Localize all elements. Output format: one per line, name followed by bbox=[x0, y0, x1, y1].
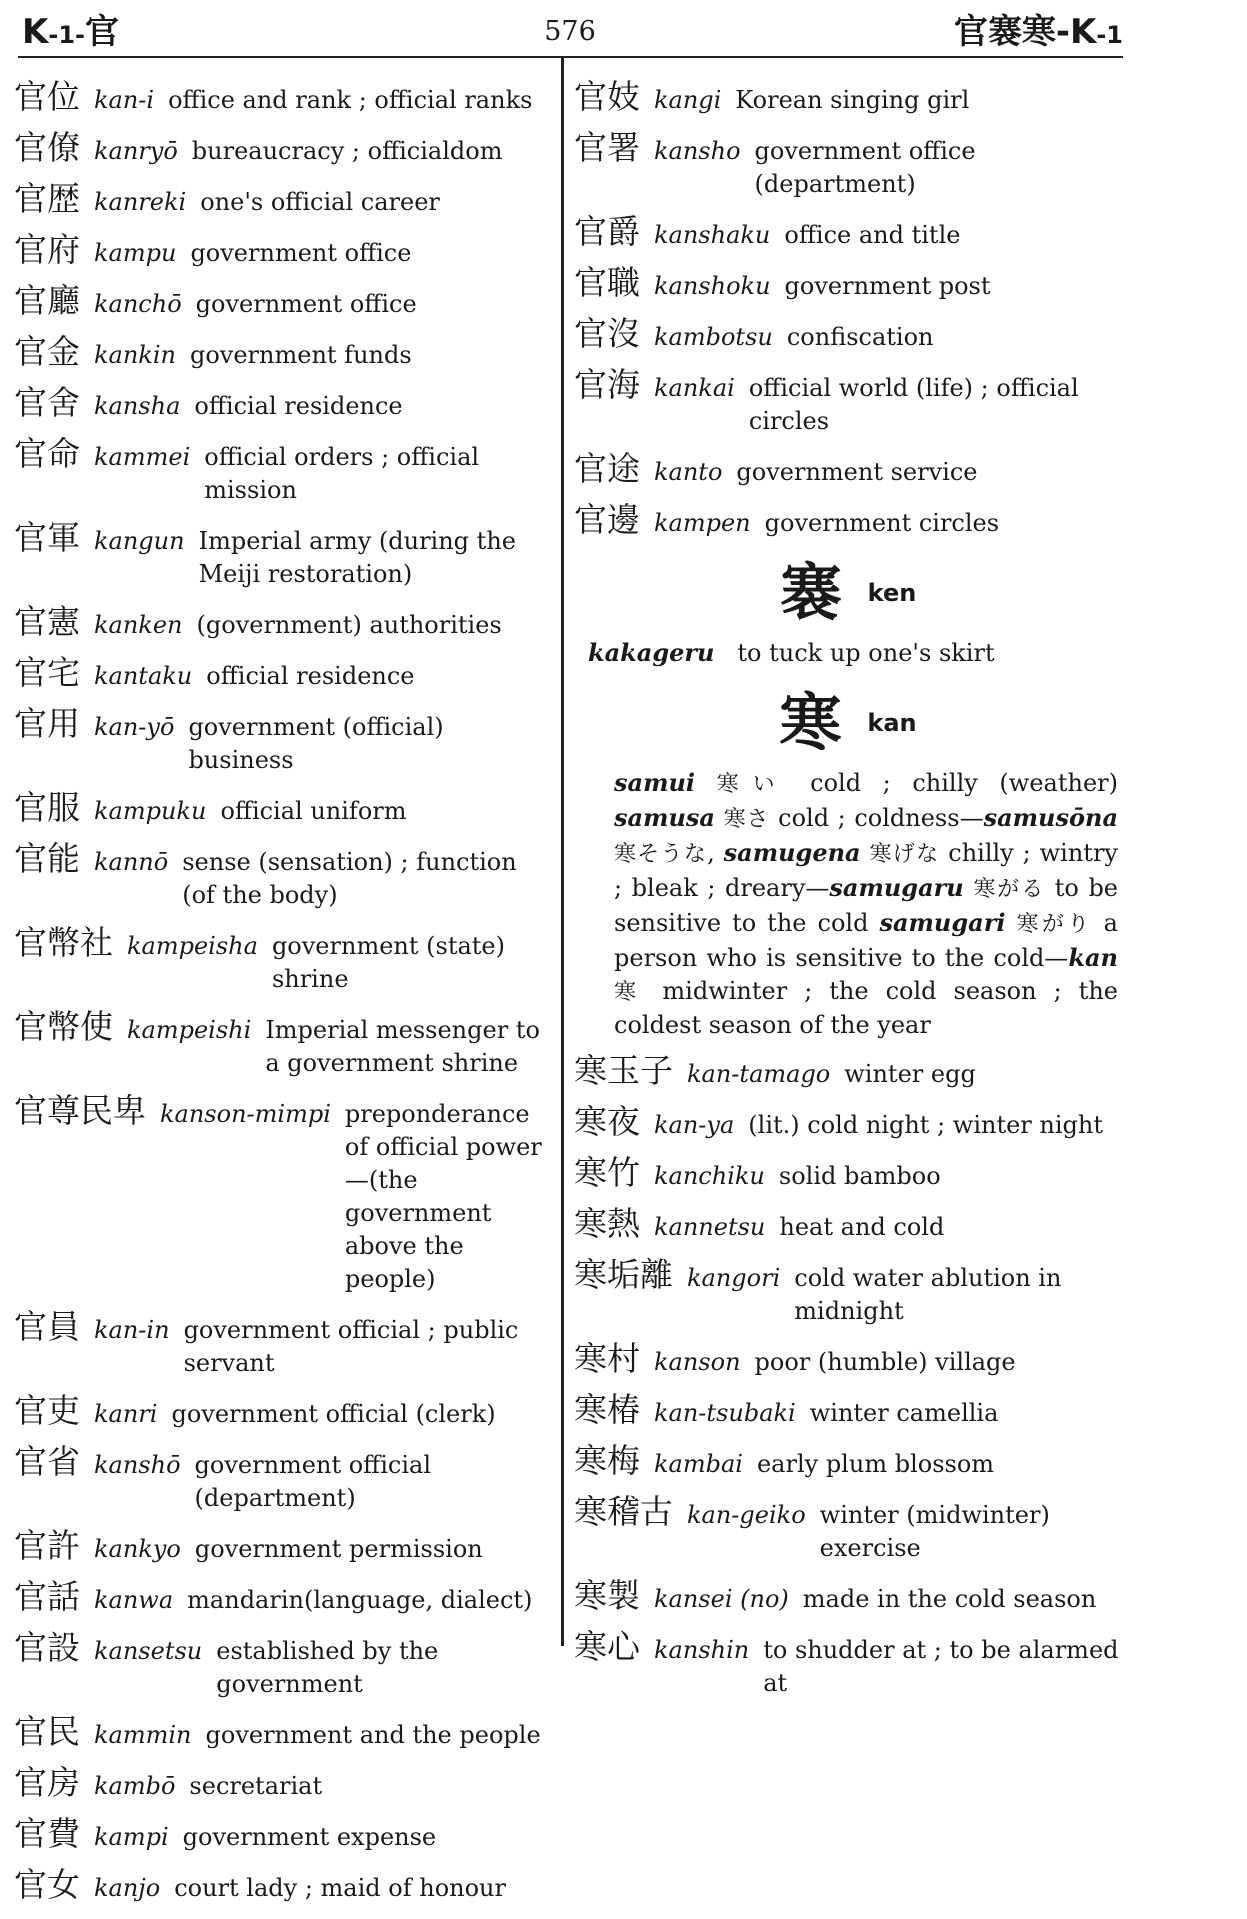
entry-meaning: court lady ; maid of honour bbox=[174, 1874, 506, 1902]
entry-meaning: government office bbox=[195, 290, 417, 318]
entry-reading: kan-i bbox=[94, 86, 155, 114]
entry-reading: kangori bbox=[687, 1264, 781, 1292]
entry bbox=[14, 1091, 556, 1296]
entry-reading: kanchō bbox=[94, 290, 182, 318]
entry-meaning: government official ; public servant bbox=[183, 1316, 519, 1377]
entry-kanji: 官海 bbox=[574, 365, 640, 404]
entry-reading: kampu bbox=[94, 239, 177, 267]
entry bbox=[14, 1763, 556, 1803]
kan-kana: 寒い bbox=[716, 772, 789, 797]
entry-kanji: 官女 bbox=[14, 1865, 80, 1904]
heading-reading: kan bbox=[867, 709, 917, 737]
entry-meaning: office and rank ; official ranks bbox=[168, 86, 533, 114]
entry-reading: kanson bbox=[654, 1348, 741, 1376]
entry-kanji: 官費 bbox=[14, 1814, 80, 1853]
entry-meaning: official world (life) ; official circles bbox=[748, 374, 1079, 435]
entry-meaning: (government) authorities bbox=[196, 611, 502, 639]
entry bbox=[14, 179, 556, 219]
entry-kanji: 官途 bbox=[574, 449, 640, 488]
header-left-letter: K bbox=[22, 12, 49, 52]
entry-kanji: 官爵 bbox=[574, 212, 640, 251]
entry-kanji: 官歴 bbox=[14, 179, 80, 218]
entry bbox=[574, 449, 1122, 489]
kan-text: to be sensitive to the cold bbox=[614, 874, 1119, 937]
entry-reading: kanreki bbox=[94, 188, 187, 216]
entry-meaning: official residence bbox=[206, 662, 415, 690]
kan-kana: 寒がり bbox=[1016, 912, 1093, 937]
entry-meaning: government and the people bbox=[205, 1721, 541, 1749]
entry-reading: kankai bbox=[654, 374, 735, 402]
entry-kanji: 官幣社 bbox=[14, 923, 113, 962]
entry-reading: kampeishi bbox=[127, 1016, 252, 1044]
entry-reading: kannō bbox=[94, 848, 169, 876]
entry-kanji: 官軍 bbox=[14, 518, 80, 557]
kan-paragraph bbox=[614, 766, 1118, 1042]
entry-meaning: government (official) business bbox=[188, 713, 444, 774]
entry-reading: kanson-mimpi bbox=[160, 1100, 331, 1128]
entry-meaning: one's official career bbox=[200, 188, 440, 216]
kan-word: kan bbox=[1068, 943, 1118, 972]
entry-meaning: cold water ablution in midnight bbox=[794, 1264, 1062, 1325]
entry bbox=[574, 128, 1122, 201]
entry bbox=[14, 704, 556, 777]
entry bbox=[574, 1339, 1122, 1379]
kan-kana: 寒さ bbox=[723, 807, 770, 832]
entry bbox=[574, 1576, 1122, 1616]
entry-meaning: poor (humble) village bbox=[754, 1348, 1016, 1376]
entry-kanji: 官邊 bbox=[574, 500, 640, 539]
entry-reading: kanryō bbox=[94, 137, 178, 165]
kan-text: cold ; coldness— bbox=[769, 804, 984, 832]
entry bbox=[14, 230, 556, 270]
kan-word: samui bbox=[614, 768, 696, 797]
entry bbox=[14, 1628, 556, 1701]
entry-reading: kan-in bbox=[94, 1316, 170, 1344]
entry bbox=[14, 281, 556, 321]
entry bbox=[14, 1526, 556, 1566]
entry-meaning: government office bbox=[190, 239, 412, 267]
entry-meaning: government (state) shrine bbox=[271, 932, 505, 993]
entry-reading: kanri bbox=[94, 1400, 158, 1428]
heading-kanji: 褰 bbox=[779, 556, 842, 629]
entry-reading: kansetsu bbox=[94, 1637, 203, 1665]
entry-meaning: preponderance of official power—(the government above the people) bbox=[344, 1100, 542, 1293]
entry-reading: kampi bbox=[94, 1823, 169, 1851]
entry-reading: kansei (no) bbox=[654, 1585, 789, 1613]
entry-reading: kan-ya bbox=[654, 1111, 735, 1139]
entry-kanji: 官舍 bbox=[14, 383, 80, 422]
kan-kana: 寒そうな bbox=[614, 842, 708, 867]
entry bbox=[574, 1492, 1122, 1565]
entry bbox=[574, 1627, 1122, 1700]
entry-reading: kambai bbox=[654, 1450, 743, 1478]
entry-reading: kankin bbox=[94, 341, 176, 369]
kan-kana: 寒がる bbox=[973, 877, 1046, 902]
header-rule bbox=[18, 56, 1123, 58]
entry-kanji: 寒梅 bbox=[574, 1441, 640, 1480]
heading-kanji: 寒 bbox=[779, 686, 842, 759]
entry bbox=[574, 365, 1122, 438]
entry-reading: kangi bbox=[654, 86, 722, 114]
entry-meaning: government funds bbox=[189, 341, 412, 369]
entry-meaning: confiscation bbox=[786, 323, 934, 351]
kan-word: samusōna bbox=[983, 803, 1118, 832]
header-right-kanji: 官褰寒- bbox=[953, 12, 1070, 52]
heading-reading: ken bbox=[867, 579, 917, 607]
entry-kanji: 官用 bbox=[14, 704, 80, 743]
entry-kanji: 官憲 bbox=[14, 602, 80, 641]
entry-meaning: government office (department) bbox=[754, 137, 976, 198]
entry bbox=[14, 1865, 556, 1905]
entry-meaning: sense (sensation) ; function (of the body) bbox=[182, 848, 517, 909]
entry-reading: kanchiku bbox=[654, 1162, 765, 1190]
entry bbox=[14, 1007, 556, 1080]
entry-reading: kanjo bbox=[94, 1874, 161, 1902]
entry-kanji: 寒竹 bbox=[574, 1153, 640, 1192]
entry-meaning: winter camellia bbox=[809, 1399, 999, 1427]
ken-entry bbox=[588, 636, 1118, 670]
kan-word: samugaru bbox=[829, 873, 964, 902]
entry-kanji: 官房 bbox=[14, 1763, 80, 1802]
header-left-sub: -1- bbox=[48, 21, 85, 49]
entry-kanji: 官職 bbox=[574, 263, 640, 302]
entry-reading: kansho bbox=[654, 137, 741, 165]
entry-kanji: 官妓 bbox=[574, 77, 640, 116]
entry-meaning: official residence bbox=[194, 392, 403, 420]
entry bbox=[14, 1814, 556, 1854]
entry bbox=[574, 314, 1122, 354]
entry-meaning: (lit.) cold night ; winter night bbox=[748, 1111, 1103, 1139]
left-column bbox=[14, 77, 556, 1919]
entry-kanji: 官宅 bbox=[14, 653, 80, 692]
entry bbox=[574, 212, 1122, 252]
entry-meaning: government official (department) bbox=[194, 1451, 432, 1512]
entry-meaning: Imperial messenger to a government shrine bbox=[265, 1016, 540, 1077]
kan-kana: 寒げな bbox=[869, 842, 940, 867]
entry-meaning: official orders ; official mission bbox=[204, 443, 480, 504]
entry-meaning: mandarin(language, dialect) bbox=[187, 1586, 533, 1614]
section-heading-ken bbox=[574, 558, 1122, 628]
entry-reading: kan-yō bbox=[94, 713, 175, 741]
entry bbox=[574, 1153, 1122, 1193]
column-divider bbox=[561, 58, 564, 1646]
page-number: 576 bbox=[544, 16, 596, 47]
entry bbox=[14, 1577, 556, 1617]
entry-meaning: solid bamboo bbox=[778, 1162, 941, 1190]
entry-meaning: Imperial army (during the Meiji restoration) bbox=[198, 527, 516, 588]
header-right-letter: K bbox=[1069, 12, 1097, 52]
header-left-kanji: 官 bbox=[84, 12, 119, 52]
entry-reading: kampuku bbox=[94, 797, 207, 825]
entry bbox=[14, 602, 556, 642]
entry-meaning: to tuck up one's skirt bbox=[737, 639, 995, 667]
right-column bbox=[574, 77, 1122, 1714]
entry bbox=[14, 434, 556, 507]
header-right-sub: -1 bbox=[1096, 21, 1123, 49]
entry bbox=[14, 77, 556, 117]
entry-meaning: government expense bbox=[182, 1823, 437, 1851]
entry-kanji: 官位 bbox=[14, 77, 80, 116]
entry-meaning: to shudder at ; to be alarmed at bbox=[763, 1636, 1119, 1697]
entry-kanji: 寒垢離 bbox=[574, 1255, 673, 1294]
entry bbox=[574, 1390, 1122, 1430]
entry-reading: kannetsu bbox=[654, 1213, 766, 1241]
entry bbox=[574, 263, 1122, 303]
entry-kanji: 官吏 bbox=[14, 1391, 80, 1430]
entry-reading: kangun bbox=[94, 527, 185, 555]
entry bbox=[574, 1255, 1122, 1328]
entry bbox=[14, 653, 556, 693]
entry-kanji: 寒夜 bbox=[574, 1102, 640, 1141]
entry-kanji: 寒稽古 bbox=[574, 1492, 673, 1531]
entry bbox=[574, 1204, 1122, 1244]
entry-meaning: heat and cold bbox=[779, 1213, 945, 1241]
entry bbox=[574, 1441, 1122, 1481]
entry-kanji: 官署 bbox=[574, 128, 640, 167]
entry-reading: kan-tsubaki bbox=[654, 1399, 796, 1427]
entry-reading: kanshoku bbox=[654, 272, 771, 300]
entry-meaning: established by the government bbox=[216, 1637, 439, 1698]
entry-kanji: 官沒 bbox=[574, 314, 640, 353]
entry-reading: kan-geiko bbox=[687, 1501, 806, 1529]
entry-kanji: 寒熱 bbox=[574, 1204, 640, 1243]
entry-meaning: early plum blossom bbox=[756, 1450, 995, 1478]
entry-kanji: 官員 bbox=[14, 1307, 80, 1346]
kan-text: chilly ; wintry ; bleak ; dreary— bbox=[614, 839, 1118, 902]
entry-meaning: government circles bbox=[764, 509, 1000, 537]
entry-reading: kantaku bbox=[94, 662, 193, 690]
kan-word: samugari bbox=[879, 908, 1006, 937]
entry-reading: kanshaku bbox=[654, 221, 771, 249]
entry-kanji: 寒心 bbox=[574, 1627, 640, 1666]
entry bbox=[574, 1102, 1122, 1142]
entry bbox=[574, 500, 1122, 540]
entry-kanji: 官省 bbox=[14, 1442, 80, 1481]
entry-meaning: government official (clerk) bbox=[171, 1400, 496, 1428]
entry-reading: kampeisha bbox=[127, 932, 258, 960]
entry-kanji: 官幣使 bbox=[14, 1007, 113, 1046]
entry-meaning: bureaucracy ; officialdom bbox=[191, 137, 503, 165]
entry-kanji: 寒玉子 bbox=[574, 1051, 673, 1090]
entry-meaning: made in the cold season bbox=[802, 1585, 1097, 1613]
entry-kanji: 官話 bbox=[14, 1577, 80, 1616]
entry-reading: kammin bbox=[94, 1721, 192, 1749]
entry-reading: kan-tamago bbox=[687, 1060, 831, 1088]
kan-word: samusa bbox=[614, 803, 715, 832]
kan-text: , bbox=[707, 839, 724, 867]
entry-kanji: 官尊民卑 bbox=[14, 1091, 146, 1130]
kan-text: midwinter ; the cold season ; the coldest season of the year bbox=[614, 977, 1118, 1039]
entry bbox=[14, 518, 556, 591]
entry-reading: kanshin bbox=[654, 1636, 750, 1664]
entry bbox=[14, 332, 556, 372]
entry bbox=[14, 923, 556, 996]
kan-word: samugena bbox=[723, 838, 861, 867]
entry-reading: kanwa bbox=[94, 1586, 174, 1614]
entry bbox=[14, 839, 556, 912]
entry-reading: kanto bbox=[654, 458, 723, 486]
entry bbox=[14, 128, 556, 168]
entry-reading: kambō bbox=[94, 1772, 176, 1800]
entry-reading: kanshō bbox=[94, 1451, 181, 1479]
entry-reading: kankyo bbox=[94, 1535, 181, 1563]
kan-text: a person who is sensitive to the cold— bbox=[614, 909, 1118, 972]
entry-meaning: secretariat bbox=[189, 1772, 323, 1800]
entry-kanji: 官僚 bbox=[14, 128, 80, 167]
entry-reading: kammei bbox=[94, 443, 191, 471]
entry bbox=[14, 788, 556, 828]
entry bbox=[14, 1442, 556, 1515]
header-right bbox=[954, 8, 1123, 59]
entry-kanji: 官許 bbox=[14, 1526, 80, 1565]
section-heading-kan bbox=[574, 688, 1122, 758]
entry bbox=[14, 383, 556, 423]
entry-kanji: 官設 bbox=[14, 1628, 80, 1667]
entry-kanji: 官府 bbox=[14, 230, 80, 269]
kan-kana: 寒 bbox=[614, 980, 646, 1005]
entry bbox=[574, 1051, 1122, 1091]
entry bbox=[14, 1307, 556, 1380]
entry-kanji: 寒村 bbox=[574, 1339, 640, 1378]
entry-kanji: 官能 bbox=[14, 839, 80, 878]
entry-reading: kampen bbox=[654, 509, 751, 537]
entry-kanji: 官金 bbox=[14, 332, 80, 371]
entry-kanji: 官廳 bbox=[14, 281, 80, 320]
entry-reading: kanken bbox=[94, 611, 183, 639]
entry-meaning: government permission bbox=[194, 1535, 483, 1563]
entry-meaning: government post bbox=[784, 272, 991, 300]
entry-meaning: government service bbox=[736, 458, 978, 486]
kan-text: cold ; chilly (weather) bbox=[788, 769, 1118, 797]
entry bbox=[14, 1391, 556, 1431]
entry-meaning: Korean singing girl bbox=[735, 86, 970, 114]
entry-kanji: 官服 bbox=[14, 788, 80, 827]
entry bbox=[14, 1712, 556, 1752]
entry-kanji: 寒椿 bbox=[574, 1390, 640, 1429]
entry bbox=[574, 77, 1122, 117]
entry-meaning: official uniform bbox=[220, 797, 407, 825]
entry-reading: kambotsu bbox=[654, 323, 773, 351]
entry-kanji: 官命 bbox=[14, 434, 80, 473]
entry-reading: kakageru bbox=[588, 638, 715, 667]
entry-kanji: 官民 bbox=[14, 1712, 80, 1751]
entry-meaning: winter (midwinter) exercise bbox=[819, 1501, 1050, 1562]
entry-kanji: 寒製 bbox=[574, 1576, 640, 1615]
entry-reading: kansha bbox=[94, 392, 181, 420]
entry-meaning: office and title bbox=[784, 221, 961, 249]
header-left bbox=[22, 8, 119, 59]
entry-meaning: winter egg bbox=[844, 1060, 976, 1088]
